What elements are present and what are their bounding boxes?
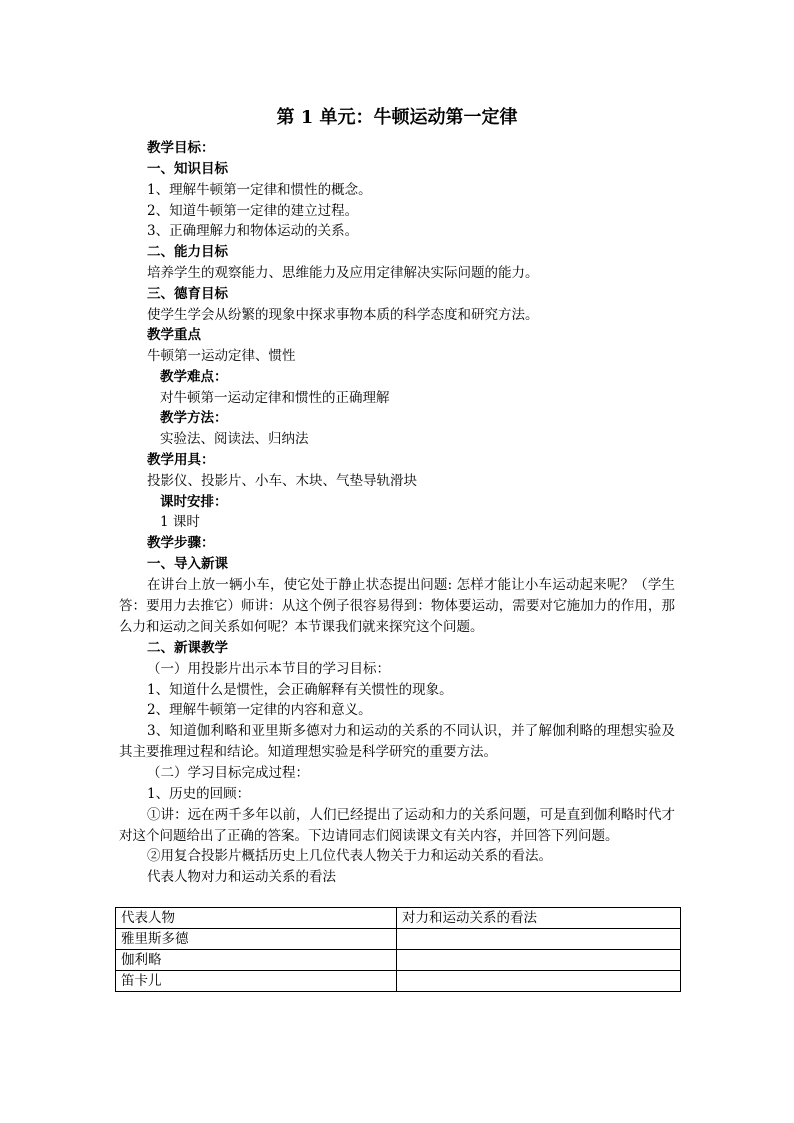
- knowledge-item: 2、知道牛顿第一定律的建立过程。: [147, 203, 359, 219]
- table-cell: 伽利略: [116, 950, 397, 971]
- table-row: [116, 971, 681, 992]
- table-cell: [397, 929, 681, 950]
- views-table: [115, 907, 681, 992]
- knowledge-heading: 一、知识目标: [147, 161, 228, 177]
- tools-text: 投影仪、投影片、小车、木块、气垫导轨滑块: [147, 473, 417, 489]
- intro-paragraph: 在讲台上放一辆小车，使它处于静止状态提出问题: 怎样才能让小车运动起来呢？（学生答：要用力去推它）师讲：从这个例子很容易得到：物体要运动，需要对它施加力的作用，那么力和运动之间关系如何呢？本节课我们就来探究这个问题。: [119, 577, 675, 635]
- table-cell: 雅里斯多德: [116, 929, 397, 950]
- learning-goal: 2、理解牛顿第一定律的内容和意义。: [147, 702, 372, 718]
- table-cell: [397, 950, 681, 971]
- ability-text: 培养学生的观察能力、思维能力及应用定律解决实际问题的能力。: [147, 265, 539, 281]
- table-cell: 笛卡儿: [116, 971, 397, 992]
- difficulty-heading: 教学难点：: [160, 369, 228, 385]
- new-lesson-sub1: （一）用投影片出示本节目的学习目标：: [147, 661, 390, 677]
- table-header-row: [116, 908, 681, 929]
- schedule-heading: 课时安排：: [160, 494, 228, 510]
- table-header-cell: 对力和运动关系的看法: [397, 908, 681, 929]
- moral-text: 使学生学会从纷繁的现象中探求事物本质的科学态度和研究方法。: [147, 307, 539, 323]
- tools-heading: 教学用具：: [147, 452, 215, 468]
- new-lesson-heading: 二、新课教学: [147, 640, 228, 656]
- key-point-heading: 教学重点: [147, 327, 201, 343]
- table-row: [116, 929, 681, 950]
- difficulty-text: 对牛顿第一运动定律和惯性的正确理解: [160, 390, 390, 406]
- table-row: [116, 950, 681, 971]
- page-title: 第 1 单元：牛顿运动第一定律: [276, 107, 518, 128]
- ability-heading: 二、能力目标: [147, 244, 228, 260]
- learning-goal: 3、知道伽利略和亚里斯多德对力和运动的关系的不同认识，并了解伽利略的理想实验及其主要推理过程和结论。知道理想实验是科学研究的重要方法。: [119, 723, 675, 760]
- steps-heading: 教学步骤：: [147, 535, 215, 551]
- methods-text: 实验法、阅读法、归纳法: [160, 431, 309, 447]
- schedule-text: 1 课时: [160, 514, 200, 530]
- new-lesson-sub2: （二）学习目标完成过程：: [147, 765, 309, 781]
- knowledge-item: 1、理解牛顿第一定律和惯性的概念。: [147, 182, 372, 198]
- moral-heading: 三、德育目标: [147, 286, 228, 302]
- key-point-text: 牛顿第一运动定律、惯性: [147, 348, 296, 364]
- knowledge-item: 3、正确理解力和物体运动的关系。: [147, 223, 359, 239]
- table-cell: [397, 971, 681, 992]
- history-paragraph-2: ②用复合投影片概括历史上几位代表人物关于力和运动关系的看法。: [147, 848, 552, 864]
- methods-heading: 教学方法：: [160, 410, 228, 426]
- intro-heading: 一、导入新课: [147, 556, 228, 572]
- goals-heading: 教学目标：: [147, 140, 215, 156]
- history-paragraph-1: ①讲：远在两千多年以前，人们已经提出了运动和力的关系问题，可是直到伽利略时代才对这个问题给出了正确的答案。下边请同志们阅读课文有关内容，并回答下列问题。: [119, 807, 675, 844]
- learning-goal: 1、知道什么是惯性，会正确解释有关惯性的现象。: [147, 682, 453, 698]
- history-heading: 1、历史的回顾：: [147, 786, 251, 802]
- table-caption: 代表人物对力和运动关系的看法: [147, 869, 336, 885]
- table-header-cell: 代表人物: [116, 908, 397, 929]
